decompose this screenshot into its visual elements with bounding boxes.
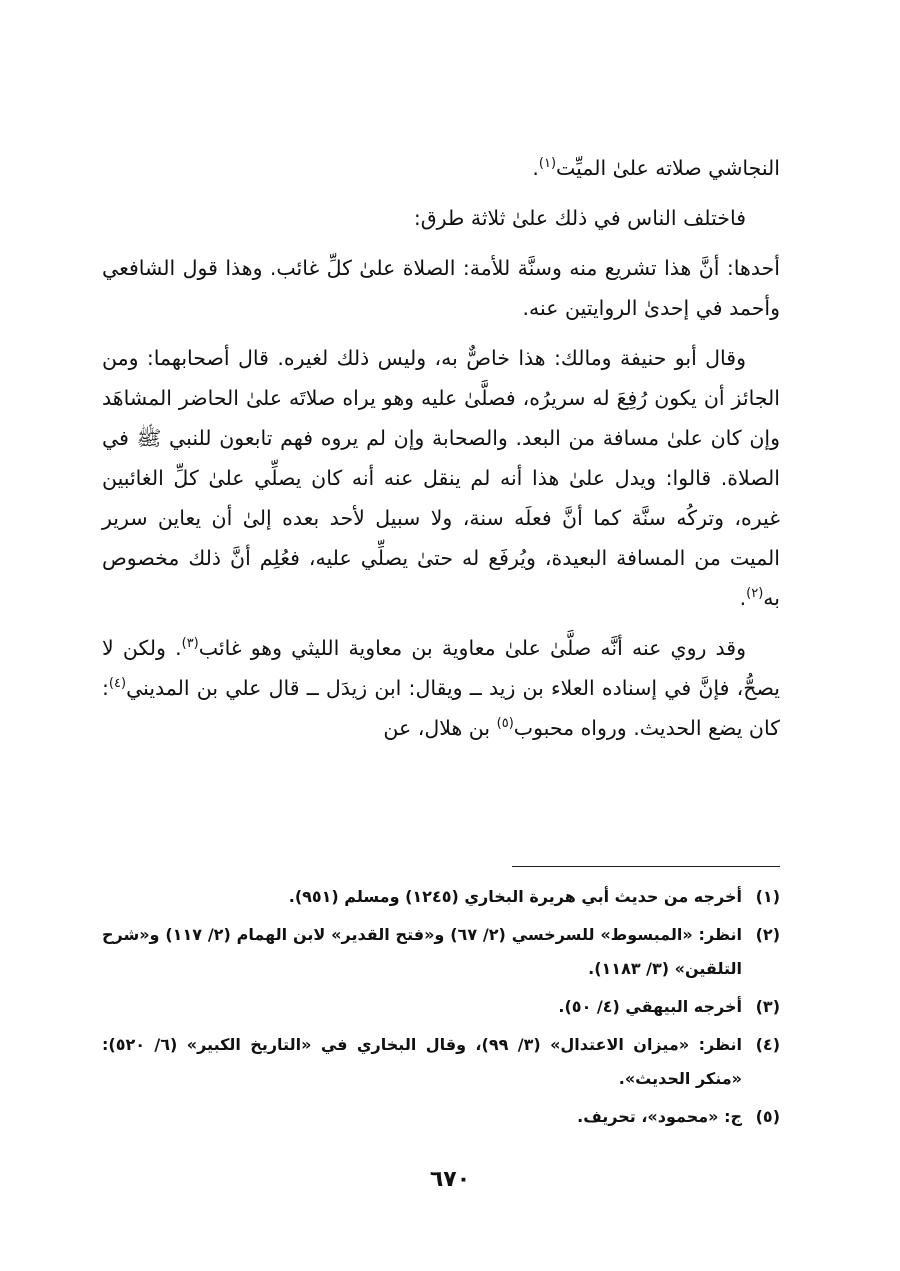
footnote-ref-2[interactable]: (٢) bbox=[746, 586, 764, 602]
footnote-ref-1[interactable]: (١) bbox=[538, 156, 557, 172]
footnote-4 bbox=[102, 1028, 780, 1096]
paragraph-5-text-d: بن هلال، عن bbox=[383, 716, 497, 740]
footnote-number: (٥) bbox=[755, 1107, 780, 1126]
paragraph-2: فاختلف الناس في ذلك علىٰ ثلاثة طرق: bbox=[413, 206, 746, 230]
paragraph-4-end: . bbox=[739, 586, 747, 610]
footnote-ref-3[interactable]: (٣) bbox=[181, 636, 199, 652]
paragraph-5-text-a: وقد روي عنه أنَّه صلَّىٰ علىٰ معاوية بن معاوية الليثي وهو غائب bbox=[198, 636, 747, 660]
footnote-2 bbox=[102, 918, 780, 986]
paragraph-1-text: النجاشي صلاته علىٰ الميِّت bbox=[556, 156, 780, 180]
footnote-divider bbox=[512, 866, 780, 867]
footnote-text: ج: «محمود»، تحريف. bbox=[577, 1107, 742, 1126]
footnote-number: (٤) bbox=[755, 1035, 780, 1054]
footnotes-section bbox=[102, 880, 780, 1138]
footnote-text: أخرجه من حديث أبي هريرة البخاري (١٢٤٥) ومسلم (٩٥١). bbox=[288, 887, 742, 906]
footnote-ref-5[interactable]: (٥) bbox=[496, 716, 514, 732]
paragraph-1-end: . bbox=[532, 156, 539, 180]
page-number: ٦٧٠ bbox=[429, 1167, 471, 1192]
paragraph-5-text-b: . ولكن لا يصحُّ، فإنَّ في إسناده العلاء بن زيد ــ ويقال: ابن زيدَل ــ قال علي بن المديني bbox=[102, 636, 780, 700]
footnote-number: (١) bbox=[755, 887, 780, 906]
paragraph-5-text-c: : كان يضع الحديث. ورواه محبوب bbox=[102, 676, 780, 740]
footnote-number: (٢) bbox=[755, 925, 780, 944]
paragraph-4 bbox=[102, 338, 780, 618]
paragraph-4-text: وقال أبو حنيفة ومالك: هذا خاصٌّ به، وليس ذلك لغيره. قال أصحابهما: ومن الجائز أن يكون رُفِعَ له سريرُه، فصلَّىٰ عليه وهو يراه صلاتَه علىٰ الحاضر المشاهَد وإن كان علىٰ مسافة من البعد. والصحابة وإن لم يروه فهم تابعون للنبي ﷺ في الصلاة. قالوا: ويدل علىٰ هذا أنه لم ينقل عنه أنه كان يصلِّي علىٰ كلِّ الغائبين غيره، وتركُه سنَّة كما أنَّ فعلَه سنة، ولا سبيل لأحد بعده إلىٰ أن يعاين سرير الميت من المسافة البعيدة، ويُرفَع له حتىٰ يصلِّي عليه، فعُلِم أنَّ ذلك مخصوص به bbox=[102, 346, 780, 610]
paragraph-3: أحدها: أنَّ هذا تشريع منه وسنَّة للأمة: الصلاة علىٰ كلِّ غائب. وهذا قول الشافعي وأحمد في إحدىٰ الروايتين عنه. bbox=[102, 256, 780, 320]
footnote-5 bbox=[102, 1100, 780, 1134]
footnote-text: انظر: «ميزان الاعتدال» (٣/ ٩٩)، وقال البخاري في «التاريخ الكبير» (٦/ ٥٢٠): «منكر الحديث». bbox=[102, 1035, 742, 1088]
footnote-1 bbox=[102, 880, 780, 914]
paragraph-1 bbox=[102, 148, 780, 188]
footnote-text: أخرجه البيهقي (٤/ ٥٠). bbox=[558, 997, 742, 1016]
footnote-ref-4[interactable]: (٤) bbox=[108, 676, 127, 692]
footnote-text: انظر: «المبسوط» للسرخسي (٢/ ٦٧) و«فتح القدير» لابن الهمام (٢/ ١١٧) و«شرح التلقين» (٣/ ١١٨٣). bbox=[102, 925, 742, 978]
footnote-3 bbox=[102, 990, 780, 1024]
paragraph-5 bbox=[102, 628, 780, 748]
main-text bbox=[102, 148, 780, 748]
footnote-number: (٣) bbox=[755, 997, 780, 1016]
